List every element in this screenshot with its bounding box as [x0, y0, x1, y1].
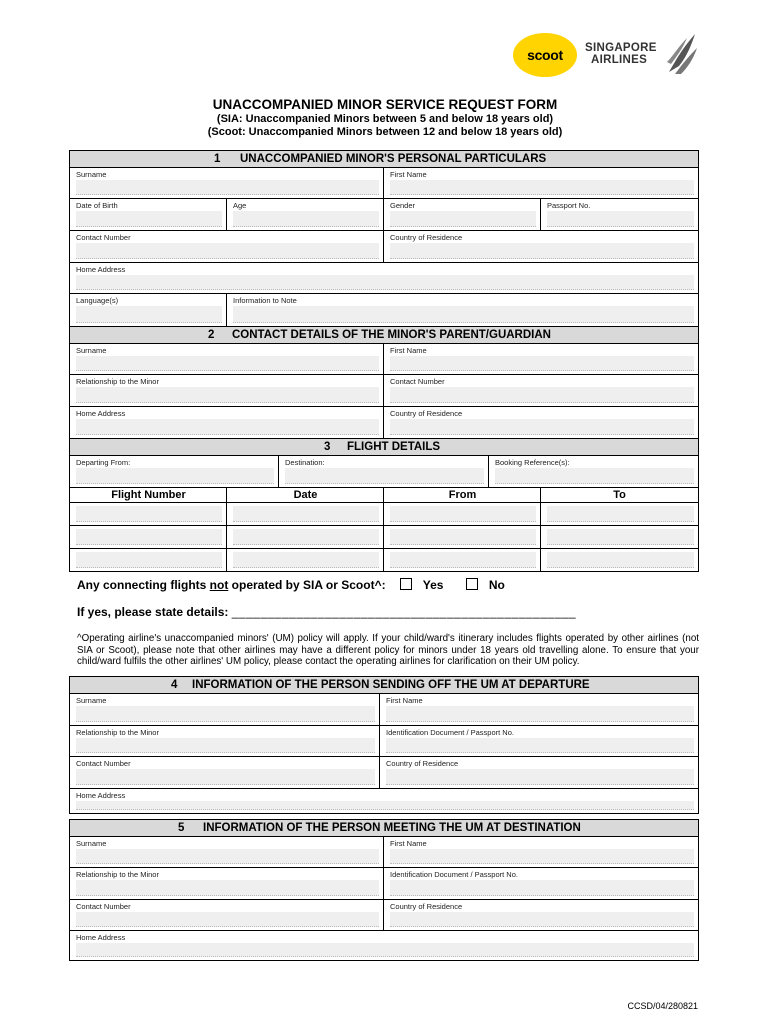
s5-surname-cell: Surname	[70, 837, 384, 868]
s3-destination-field[interactable]	[285, 468, 484, 484]
flight-col-header-flight: Flight Number	[70, 488, 227, 503]
s4-relationship-field[interactable]	[76, 738, 375, 753]
s5-country-cell: Country of Residence	[384, 900, 698, 931]
section-3-header: 3 FLIGHT DETAILS	[70, 438, 698, 456]
s1-gender-field[interactable]	[390, 211, 536, 227]
flight-row-2-flight[interactable]	[70, 526, 227, 549]
flight-row-2-to[interactable]	[541, 526, 698, 549]
section-4-header: 4 INFORMATION OF THE PERSON SENDING OFF THE UM AT DEPARTURE	[70, 677, 698, 694]
no-label: No	[488, 578, 505, 592]
s2-contact-field[interactable]	[390, 387, 694, 403]
s4-address-field[interactable]	[76, 801, 694, 810]
s1-dob-field[interactable]	[76, 211, 222, 227]
s1-firstname-cell: First Name	[384, 168, 698, 199]
s1-language-field[interactable]	[76, 306, 222, 323]
flight-col-header-date: Date	[227, 488, 384, 503]
form-subtitle-scoot: (Scoot: Unaccompanied Minors between 12 and below 18 years old)	[207, 126, 563, 138]
connecting-details-line[interactable]: ________________________________________________	[231, 605, 577, 619]
s4-address-cell: Home Address	[70, 789, 698, 813]
s2-surname-cell: Surname	[70, 344, 384, 375]
flight-row-3-from[interactable]	[384, 549, 541, 571]
s1-age-field[interactable]	[233, 211, 379, 227]
s2-address-cell: Home Address	[70, 407, 384, 438]
flight-row-2-date[interactable]	[227, 526, 384, 549]
flight-row-3-flight[interactable]	[70, 549, 227, 571]
s2-relationship-field[interactable]	[76, 387, 379, 403]
scoot-logo: scoot	[513, 33, 577, 77]
s1-surname-cell: Surname	[70, 168, 384, 199]
connecting-flights-question: Any connecting flights not operated by SIA or Scoot^: Yes No	[77, 578, 505, 592]
s4-id-cell: Identification Document / Passport No.	[380, 726, 698, 757]
s2-surname-field[interactable]	[76, 356, 379, 371]
singapore-airlines-bird-icon	[665, 32, 699, 76]
form-reference-code: CCSD/04/280821	[627, 1001, 698, 1011]
connecting-details: If yes, please state details: ________________________________________________	[77, 605, 577, 619]
s2-relationship-cell: Relationship to the Minor	[70, 375, 384, 407]
s4-surname-cell: Surname	[70, 694, 380, 726]
flight-row-1-to[interactable]	[541, 503, 698, 526]
section-5-box	[69, 819, 699, 961]
s4-id-field[interactable]	[386, 738, 694, 753]
s5-id-field[interactable]	[390, 880, 694, 896]
s3-booking-cell: Booking Reference(s):	[489, 456, 698, 488]
s3-destination-cell: Destination:	[279, 456, 489, 488]
s5-relationship-cell: Relationship to the Minor	[70, 868, 384, 900]
s5-address-field[interactable]	[76, 943, 694, 957]
yes-checkbox[interactable]	[400, 578, 412, 590]
s4-firstname-field[interactable]	[386, 706, 694, 722]
s1-dob-cell: Date of Birth	[70, 199, 227, 231]
s4-contact-cell: Contact Number	[70, 757, 380, 789]
flight-col-header-to: To	[541, 488, 698, 503]
s5-contact-field[interactable]	[76, 912, 379, 927]
s1-info-field[interactable]	[233, 306, 694, 323]
s1-age-cell: Age	[227, 199, 384, 231]
s5-contact-cell: Contact Number	[70, 900, 384, 931]
s4-firstname-cell: First Name	[380, 694, 698, 726]
s2-address-field[interactable]	[76, 419, 379, 435]
s5-firstname-field[interactable]	[390, 849, 694, 864]
s4-country-cell: Country of Residence	[380, 757, 698, 789]
form-subtitle-sia: (SIA: Unaccompanied Minors between 5 and below 18 years old)	[216, 113, 554, 125]
s2-contact-cell: Contact Number	[384, 375, 698, 407]
s1-contact-cell: Contact Number	[70, 231, 384, 263]
s1-contact-field[interactable]	[76, 243, 379, 259]
section-2-header: 2 CONTACT DETAILS OF THE MINOR'S PARENT/GUARDIAN	[70, 326, 698, 344]
yes-label: Yes	[422, 578, 444, 592]
flight-row-2-from[interactable]	[384, 526, 541, 549]
s4-country-field[interactable]	[386, 769, 694, 785]
s1-gender-cell: Gender	[384, 199, 541, 231]
s3-booking-field[interactable]	[495, 468, 694, 484]
s2-country-cell: Country of Residence	[384, 407, 698, 438]
s1-country-cell: Country of Residence	[384, 231, 698, 263]
operating-airline-note: ^Operating airline's unaccompanied minors' (UM) policy will apply. If your child/ward's itinerary includes flights operated by other airlines (not SIA or Scoot), please note that other airlines may have a different policy for minors under 18 years old travelling alone. To ensure that your child/ward fulfils the other airlines' UM policy, please contact the operating airlines for clarification on their UM policy.	[77, 633, 699, 667]
flight-row-1-date[interactable]	[227, 503, 384, 526]
section-5-header: 5 INFORMATION OF THE PERSON MEETING THE UM AT DESTINATION	[70, 820, 698, 837]
flight-row-1-flight[interactable]	[70, 503, 227, 526]
form-title: UNACCOMPANIED MINOR SERVICE REQUEST FORM	[212, 97, 558, 112]
s5-id-cell: Identification Document / Passport No.	[384, 868, 698, 900]
s4-relationship-cell: Relationship to the Minor	[70, 726, 380, 757]
s1-address-field[interactable]	[76, 275, 694, 290]
s1-firstname-field[interactable]	[390, 180, 694, 195]
form-upper-box	[69, 150, 699, 572]
s1-passport-field[interactable]	[547, 211, 694, 227]
s2-firstname-cell: First Name	[384, 344, 698, 375]
flight-table	[70, 488, 698, 571]
s3-departing-cell: Departing From:	[70, 456, 279, 488]
s2-country-field[interactable]	[390, 419, 694, 435]
s1-address-cell: Home Address	[70, 263, 698, 294]
flight-row-1-from[interactable]	[384, 503, 541, 526]
s4-contact-field[interactable]	[76, 769, 375, 785]
flight-row-3-date[interactable]	[227, 549, 384, 571]
s2-firstname-field[interactable]	[390, 356, 694, 371]
s1-surname-field[interactable]	[76, 180, 379, 195]
s5-surname-field[interactable]	[76, 849, 379, 864]
header-logos	[513, 30, 703, 80]
no-checkbox[interactable]	[466, 578, 478, 590]
s1-passport-cell: Passport No.	[541, 199, 698, 231]
s1-info-cell: Information to Note	[227, 294, 698, 326]
s3-departing-field[interactable]	[76, 468, 274, 484]
flight-col-header-from: From	[384, 488, 541, 503]
s5-address-cell: Home Address	[70, 931, 698, 960]
flight-row-3-to[interactable]	[541, 549, 698, 571]
s5-relationship-field[interactable]	[76, 880, 379, 896]
section-1-header: 1 UNACCOMPANIED MINOR'S PERSONAL PARTICULARS	[70, 151, 698, 168]
s4-surname-field[interactable]	[76, 706, 375, 722]
singapore-airlines-logo-text: SINGAPORE AIRLINES	[585, 42, 657, 66]
s5-firstname-cell: First Name	[384, 837, 698, 868]
s5-country-field[interactable]	[390, 912, 694, 927]
s1-country-field[interactable]	[390, 243, 694, 259]
s1-language-cell: Language(s)	[70, 294, 227, 326]
section-4-box	[69, 676, 699, 814]
